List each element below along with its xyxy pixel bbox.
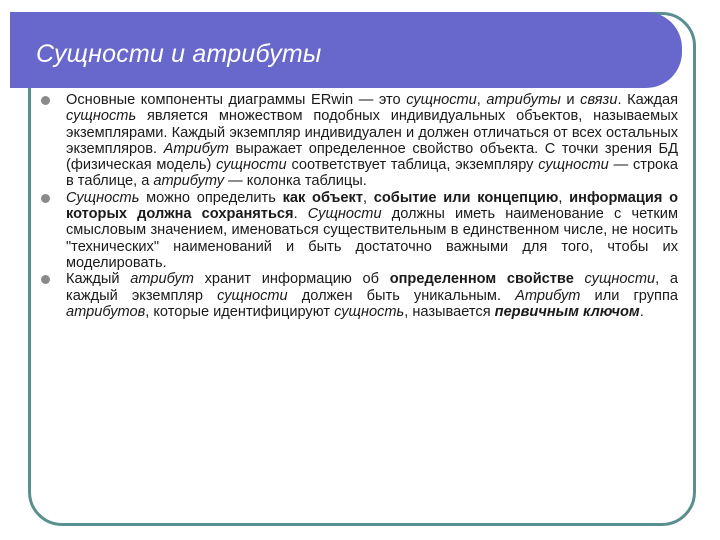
text-segment: — колонка таблицы.	[224, 173, 367, 190]
text-segment: информация о которых должна сохраняться	[66, 189, 679, 223]
text-segment: сущности	[584, 271, 656, 288]
text-segment: сущности	[216, 157, 287, 174]
text-segment: .	[639, 303, 644, 320]
text-segment: .	[293, 206, 308, 223]
bullet-paragraph	[38, 190, 678, 271]
text-segment	[574, 271, 585, 287]
text-segment: сущность	[66, 108, 137, 125]
text-segment: ,	[558, 189, 570, 206]
text-segment: Атрибут	[515, 287, 581, 304]
text-segment: Атрибут	[163, 140, 229, 157]
text-segment: атрибуту	[153, 173, 225, 190]
text-segment: или группа	[580, 287, 678, 304]
slide-title: Сущности и атрибуты	[36, 40, 322, 68]
text-segment: сущности	[538, 157, 609, 174]
text-segment: связи	[580, 92, 618, 108]
text-segment: первичным ключом	[494, 303, 640, 320]
text-segment: сущность	[334, 303, 405, 320]
text-segment: событие или концепцию	[373, 189, 559, 206]
text-segment: , называется	[404, 303, 495, 320]
text-segment: Основные компоненты диаграммы ERwin — это	[66, 92, 407, 108]
text-segment: соответствует таблица, экземпляру	[286, 157, 539, 174]
text-segment: — строка в таблице, а	[66, 157, 678, 190]
bullet-dot-icon	[41, 275, 50, 284]
bullet-dot-icon	[41, 96, 50, 105]
text-segment: и	[560, 92, 581, 108]
text-segment: , а каждый экземпляр	[66, 271, 678, 304]
text-segment: ,	[362, 189, 374, 206]
text-segment: Сущности	[307, 206, 382, 223]
text-segment: определенном свойстве	[389, 271, 574, 288]
text-segment: сущности	[406, 92, 477, 108]
text-segment: ,	[476, 92, 487, 108]
text-segment: атрибут	[130, 271, 194, 288]
text-segment: можно определить	[139, 189, 283, 206]
bullet-paragraph	[38, 271, 678, 320]
text-segment: хранит информацию об	[193, 271, 390, 288]
text-segment: Сущность	[66, 189, 140, 206]
text-segment: как объект	[282, 189, 363, 206]
text-segment: атрибуты	[486, 92, 561, 108]
text-segment: , которые идентифицируют	[145, 303, 335, 320]
text-segment: сущности	[217, 287, 288, 304]
text-segment: должен быть уникальным.	[287, 287, 516, 304]
text-segment: Каждый	[66, 271, 131, 288]
text-segment: . Каждая	[617, 92, 678, 108]
text-segment: должны иметь наименование с четким смысловым значением, именоваться существительным в единственном числе, не носить "технических" наименований и быть достаточно важными для того, чтобы их моделировать.	[66, 206, 678, 271]
text-segment: атрибутов	[66, 303, 146, 320]
bullet-dot-icon	[41, 194, 50, 203]
title-banner	[10, 12, 682, 88]
bullet-paragraph	[38, 92, 678, 190]
text-segment: выражает определенное свойство объекта. С точки зрения БД (физическая модель)	[66, 140, 679, 174]
bullet-list	[38, 92, 678, 320]
text-segment: является множеством подобных индивидуальных объектов, называемых экземплярами. Каждый экземпляр индивидуален и должен отличаться от всех остальных экземпляров.	[66, 108, 678, 157]
